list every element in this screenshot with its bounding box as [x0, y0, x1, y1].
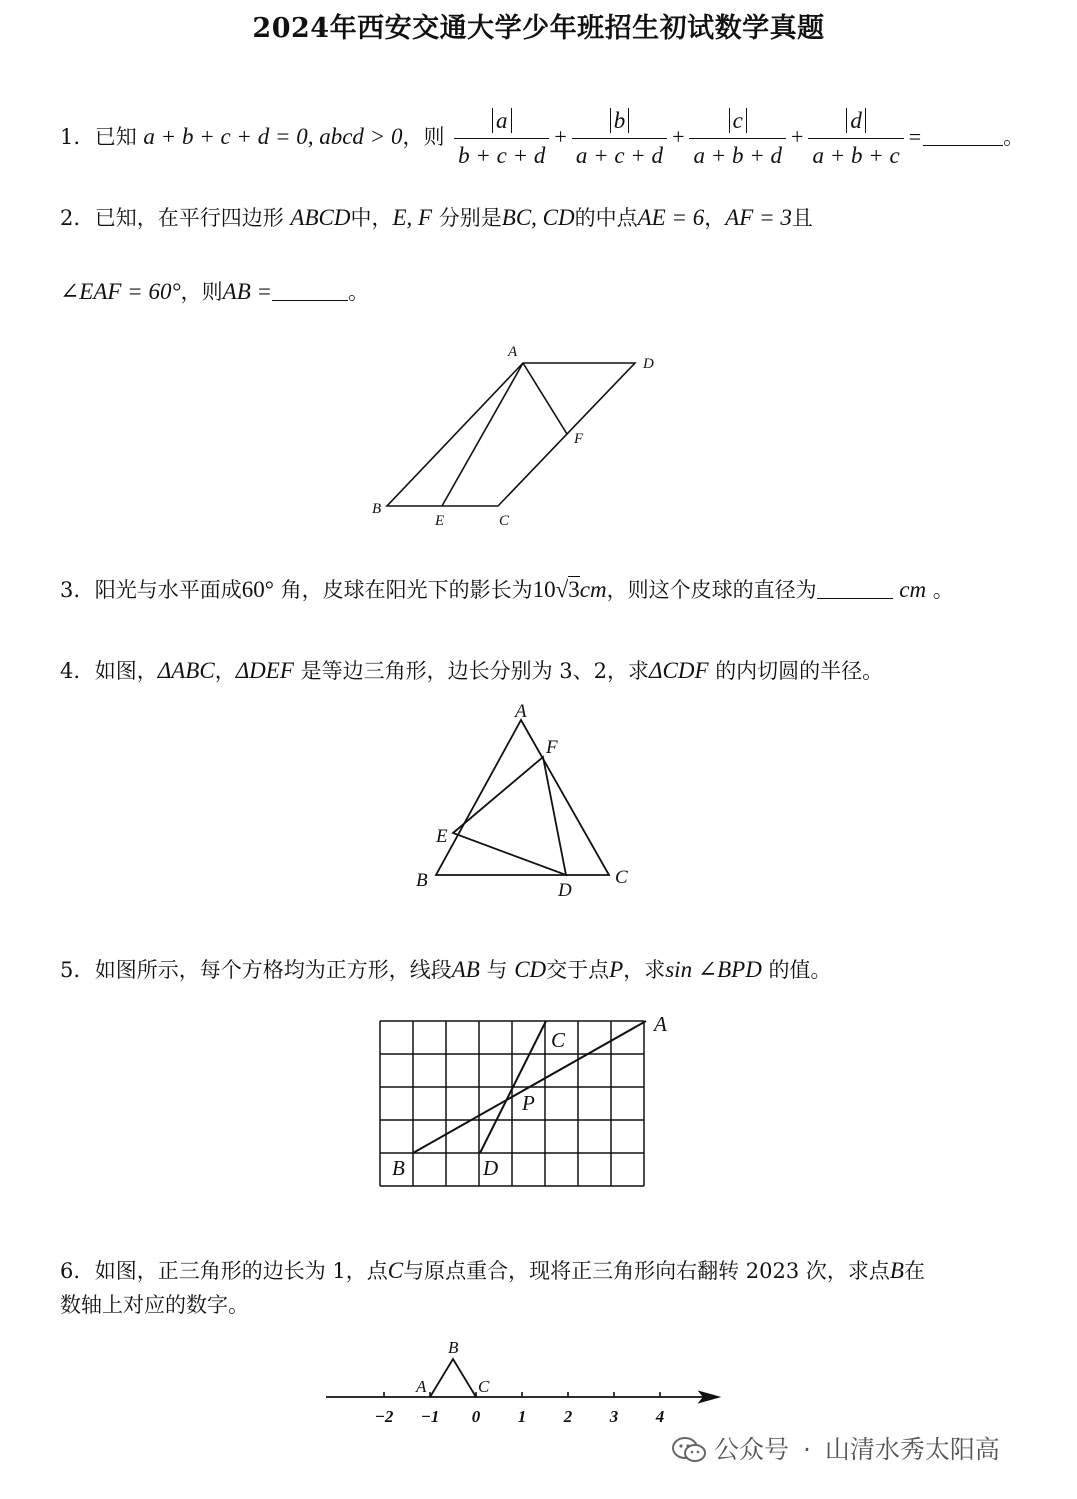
q4-math: ΔABC: [157, 658, 215, 683]
q2-math: AE = 6: [637, 205, 705, 230]
number-line-tick-label: 1: [517, 1407, 527, 1426]
q2-answer-blank[interactable]: [272, 280, 348, 301]
q2-text: ，: [704, 206, 726, 230]
q6-text: 在: [903, 1259, 925, 1283]
q6-number-line-figure: [320, 1335, 740, 1435]
q1-frac-denominator: a + c + d: [575, 142, 664, 168]
question-2: [60, 203, 813, 233]
q5-math: P: [609, 957, 624, 982]
q6-math: B: [889, 1258, 904, 1283]
segment-af: [523, 363, 567, 434]
label-b: B: [372, 501, 382, 517]
label-a: A: [508, 344, 518, 360]
q1-frac-numerator: c: [729, 108, 747, 133]
label-d: D: [558, 880, 572, 901]
watermark-name: 山清水秀太阳高: [824, 1435, 1000, 1464]
number-line-tick-label: −2: [374, 1407, 394, 1426]
q1-end: 。: [1003, 124, 1025, 149]
q3-angle: 60°: [241, 577, 274, 602]
question-3: [60, 575, 954, 605]
label-p: P: [522, 1091, 535, 1115]
equals-sign: =: [908, 123, 922, 149]
q5-text: 与: [486, 958, 508, 982]
q3-length: 10: [532, 577, 556, 602]
q2-text: 已知，在平行四边形: [94, 206, 284, 230]
q1-fraction-a: [454, 106, 549, 171]
number-line-tick-label: 3: [609, 1407, 619, 1426]
q4-text: 是等边三角形，边长分别为 3、2，求: [300, 659, 649, 683]
q4-text: 如图，: [94, 659, 158, 683]
q3-radicand: 3: [568, 577, 580, 602]
q6-text: 如图，正三角形的边长为 1，点: [94, 1259, 388, 1283]
q3-text: ，则这个皮球的直径为: [606, 578, 817, 602]
label-b: B: [416, 870, 428, 891]
plus-sign: +: [672, 123, 685, 149]
q1-frac-numerator: d: [846, 108, 866, 133]
q1-answer-blank[interactable]: [923, 125, 1003, 146]
q5-text: 交于点: [546, 958, 610, 982]
q2-math: AF = 3: [725, 205, 792, 230]
label-c: C: [478, 1377, 490, 1396]
q3-text: 阳光与水平面成: [94, 578, 242, 602]
watermark: [672, 1430, 1000, 1466]
q2-number: 2.: [60, 206, 81, 230]
q1-number: 1.: [60, 124, 81, 149]
q1-frac-denominator: a + b + d: [693, 142, 783, 168]
q1-text: 已知: [94, 124, 137, 149]
label-f: F: [546, 737, 558, 758]
q2-math: BC, CD: [501, 205, 575, 230]
label-d: D: [483, 1156, 499, 1180]
q1-frac-numerator: a: [492, 108, 512, 133]
q3-unit: cm: [899, 577, 927, 602]
watermark-label: 公众号: [714, 1435, 790, 1464]
plus-sign: +: [791, 123, 804, 149]
q2-math: E, F: [392, 205, 433, 230]
q4-math: ΔCDF: [649, 658, 709, 683]
q6-math: C: [387, 1258, 404, 1283]
plus-sign: +: [554, 123, 567, 149]
question-4: [60, 656, 883, 686]
q4-text: ，: [214, 659, 236, 683]
q5-text: ，求: [623, 958, 666, 982]
q3-end: 。: [932, 578, 954, 602]
watermark-dot: ·: [802, 1435, 811, 1464]
q2-parallelogram-figure: [360, 340, 660, 530]
q5-number: 5.: [60, 958, 81, 982]
q1-frac-denominator: b + c + d: [458, 142, 546, 168]
q2-math: ABCD: [290, 205, 351, 230]
q4-text: 的内切圆的半径。: [715, 659, 884, 683]
q3-answer-blank[interactable]: [817, 578, 893, 599]
q5-grid-figure: [372, 1010, 692, 1190]
sqrt-symbol: √: [555, 577, 569, 602]
q6-number: 6.: [60, 1259, 81, 1283]
q5-text: 如图所示，每个方格均为正方形，线段: [94, 958, 452, 982]
q2-end: 。: [348, 280, 370, 304]
q6-text: 数轴上对应的数字。: [60, 1293, 249, 1317]
q2-math: ∠EAF = 60°: [60, 279, 181, 304]
question-2-cont: [60, 277, 369, 307]
label-b: B: [392, 1156, 405, 1180]
question-6-cont: [60, 1292, 249, 1319]
page-title: 2024年西安交通大学少年班招生初试数学真题: [252, 13, 825, 44]
q1-fraction-b: [572, 106, 667, 171]
label-e: E: [436, 826, 448, 847]
question-1: [60, 106, 1024, 171]
question-5: [60, 955, 832, 985]
q4-math: ΔDEF: [235, 658, 294, 683]
label-a: A: [515, 701, 527, 722]
q2-text: ，则: [180, 280, 223, 304]
q1-fraction-c: [689, 106, 786, 171]
q5-math: sin ∠BPD: [665, 957, 762, 982]
q5-math: AB: [451, 957, 480, 982]
q1-condition: a + b + c + d = 0, abcd > 0: [143, 123, 403, 149]
number-line-tick-label: 2: [563, 1407, 573, 1426]
q6-text: 与原点重合，现将正三角形向右翻转 2023 次，求点: [403, 1259, 890, 1283]
label-a: A: [416, 1377, 427, 1396]
q1-frac-denominator: a + b + c: [812, 142, 900, 168]
q2-text: 中，: [350, 206, 393, 230]
q1-fraction-d: [808, 106, 903, 171]
q3-text: 角，皮球在阳光下的影长为: [280, 578, 533, 602]
q1-then: ，则: [402, 124, 445, 149]
label-d: D: [643, 356, 654, 372]
q3-unit: cm: [579, 577, 607, 602]
label-f: F: [574, 431, 584, 447]
label-e: E: [435, 513, 445, 529]
q2-text: 且: [791, 206, 813, 230]
q3-number: 3.: [60, 578, 81, 602]
label-c: C: [615, 867, 628, 888]
q2-text: 分别是: [438, 206, 502, 230]
q5-text: 的值。: [768, 958, 832, 982]
label-a: A: [654, 1012, 667, 1036]
number-line-tick-label: 4: [655, 1407, 665, 1426]
q4-triangle-figure: [410, 700, 650, 900]
q2-math: AB =: [222, 279, 273, 304]
wechat-icon: [672, 1436, 706, 1464]
triangle-abc: [430, 1359, 476, 1397]
label-b: B: [448, 1338, 459, 1357]
label-c: C: [551, 1028, 566, 1052]
triangle-abc: [436, 720, 609, 875]
question-6: [60, 1256, 925, 1286]
q5-math: CD: [514, 957, 547, 982]
q1-frac-numerator: b: [610, 108, 630, 133]
number-line-tick-label: 0: [471, 1407, 481, 1426]
q2-text: 的中点: [574, 206, 638, 230]
number-line-tick-label: −1: [420, 1407, 440, 1426]
triangle-def: [453, 757, 566, 875]
label-c: C: [499, 513, 510, 529]
q4-number: 4.: [60, 659, 81, 683]
